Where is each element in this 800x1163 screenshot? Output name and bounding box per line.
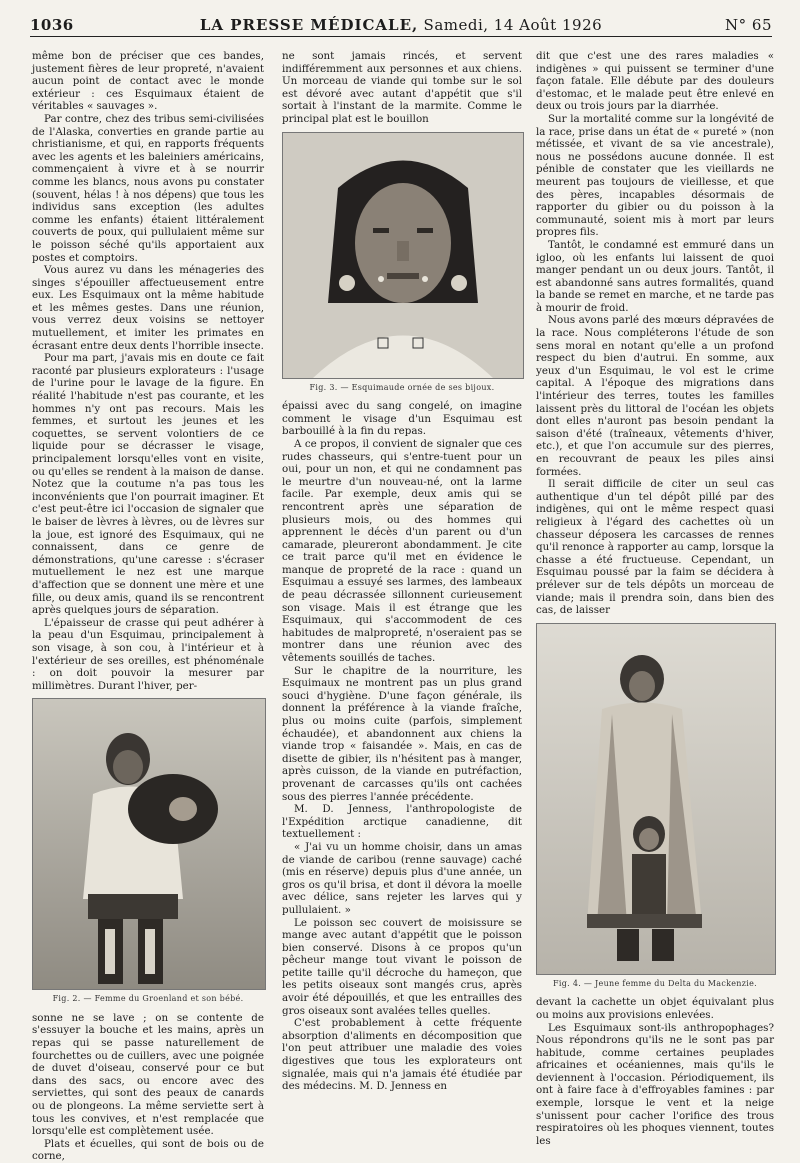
paragraph: sonne ne se lave ; on se contente de s'essuyer la bouche et les mains, après un repas qui se passe naturellement de fourchettes ou de cuillers, avec une poignée de duvet d'oiseau, conservé pour ce but dans des sacs, ou encore avec des serviettes, qui sont des peaux de canards ou de plongeons. La même serviette sert à tous les convives, et n'est remplacée que lorsqu'elle est complètement usée.	[32, 1011, 264, 1138]
figure-3	[282, 132, 522, 395]
paragraph: Nous avons parlé des mœurs dépravées de la race. Nous compléterons l'étude de son sens moral en notant qu'elle a un profond respect du bien d'autrui. En somme, aux yeux d'un Esquimau, le vol est le crime capital. A l'époque des migrations dans l'intérieur des terres, toutes les familles laissent près du littoral de l'océan les objets dont elles n'auront pas besoin pendant la saison d'été (traîneaux, vêtements d'hiver, etc.), et que l'on accumule sur des pierres, en recouvrant de peaux les piles ainsi formées.	[536, 314, 774, 478]
page-header	[30, 14, 772, 37]
paragraph: devant la cachette un objet équivalant plus ou moins aux provisions enlevées.	[536, 996, 774, 1021]
column-2	[282, 50, 522, 1093]
figure-2-caption: Fig. 2. — Femme du Groenland et son bébé.	[52, 994, 244, 1004]
journal-title	[30, 16, 772, 34]
column-3	[536, 50, 774, 1147]
figure-3-caption: Fig. 3. — Esquimaude ornée de ses bijoux.	[309, 382, 495, 392]
paragraph: Plats et écuelles, qui sont de bois ou de corne,	[32, 1137, 264, 1163]
figure-2	[32, 698, 264, 1006]
paragraph: Sur la mortalité comme sur la longévité de la race, prise dans un état de « pureté » (non métissée, et vivant de sa vie ancestrale), nous ne possédons aucune donnée. Il est pénible de constater que les vieillards ne meurent pas toujours de vieillesse, et que des pères, incapables désormais de rapporter du gibier ou du poisson à la communauté, soient mis à mort par leurs propres fils.	[536, 112, 774, 239]
figure-4-caption: Fig. 4. — Jeune femme du Delta du Mackenzie.	[553, 978, 757, 988]
paragraph: C'est probablement à cette fréquente absorption d'aliments en décomposition que l'on peut attribuer une maladie des voies digestives que tous les explorateurs ont signalée, mais qui n'a jamais été étudiée par des médecins. M. D. Jenness en	[282, 1017, 522, 1093]
paragraph: Par contre, chez des tribus semi-civilisées de l'Alaska, converties en grande partie au christianisme, et qui, en rapports fréquents avec les agents et les baleiniers américains, commençaient à vivre et à se nourrir comme les blancs, nous avons pu constater (souvent, hélas ! à nos dépens) que tous les individus sans exception (les adultes comme les enfants) étaient littéralement couverts de poux, qui pullulaient même sur le poisson séché qu'ils apportaient aux postes et comptoirs.	[32, 112, 264, 264]
paragraph: A ce propos, il convient de signaler que ces rudes chasseurs, qui s'entre-tuent pour un oui, pour un non, et qui ne condamnent pas le meurtre d'un nouveau-né, ont la larme facile. Par exemple, deux amis qui se rencontrent après une séparation de plusieurs mois, ou des hommes qui apprennent le décès d'un parent ou d'un camarade, pleureront abondamment. Je cite ce trait parce qu'il met en évidence le manque de propreté de la race : quand un Esquimau a essuyé ses larmes, des lambeaux de peau décrassée sillonnent curieusement son visage. Mais il est étrange que les Esquimaux, qui s'accommodent de ces habitudes de malpropreté, n'oseraient pas se montrer dans une réunion avec des vêtements souillés de taches.	[282, 437, 522, 665]
column-1	[32, 50, 264, 1163]
journal-name: LA PRESSE MÉDICALE,	[199, 16, 419, 34]
paragraph: Sur le chapitre de la nourriture, les Esquimaux ne montrent pas un plus grand souci d'hygiène. D'une façon générale, ils donnent la préférence à la viande fraîche, plus ou moins cuite (parfois, simplement échaudée), et abandonnent aux chiens la viande trop « faisandée ». Mais, en cas de disette de gibier, ils n'hésitent pas à manger, après cuisson, de la viande en putréfaction, provenant de carcasses qu'ils ont cachées sous des pierres l'année précédente.	[282, 664, 522, 803]
paragraph: Le poisson sec couvert de moisissure se mange avec autant d'appétit que le poisson bien conservé. Disons à ce propos qu'un pêcheur mange tout vivant le poisson de petite taille qu'il décroche du hameçon, que les petits oiseaux sont mangés crus, après avoir été dépouillés, et que les entrailles des gros oiseaux sont avalées telles quelles.	[282, 916, 522, 1017]
paragraph: Il serait difficile de citer un seul cas authentique d'un tel dépôt pillé par des indigènes, qui ont le même respect quasi religieux à l'égard des cachettes où un chasseur déposera les carcasses de rennes qu'il renonce à rapporter au camp, lorsque la chasse a été fructueuse. Cependant, un Esquimau poussé par la faim se décidera à prélever sur de tels dépôts un morceau de viande; mais il prendra soin, dans bien des cas, de laisser	[536, 478, 774, 617]
paragraph: ne sont jamais rincés, et servent indifféremment aux personnes et aux chiens. Un morceau de viande qui tombe sur le sol est dévoré avec autant d'appétit que s'il sortait à l'instant de la marmite. Comme le principal plat est le bouillon	[282, 50, 522, 125]
figure-4	[536, 623, 774, 991]
paragraph: épaissi avec du sang congelé, on imagine comment le visage d'un Esquimau est barbouillé à la fin du repas.	[282, 400, 522, 438]
page-number: 1036	[30, 16, 74, 34]
paragraph: dit que c'est une des rares maladies « indigènes » qui puissent se terminer d'une façon fatale. Elle débute par des douleurs d'estomac, et le malade peut être enlevé en deux ou trois jours par la diarrhée.	[536, 50, 774, 113]
paragraph: M. D. Jenness, l'anthropologiste de l'Expédition arctique canadienne, dit textuellement :	[282, 803, 522, 841]
quotation: « J'ai vu un homme choisir, dans un amas de viande de caribou (renne sauvage) caché (mis en réserve) depuis plus d'une année, un gros os qu'il brisa, et dont il dévora la moelle avec délice, sans rejeter les larves qui y pullulaient. »	[282, 840, 522, 916]
issue-number: N° 65	[725, 16, 772, 34]
paragraph: Vous aurez vu dans les ménageries des singes s'épouiller affectueusement entre eux. Les Esquimaux ont la même habitude et les mêmes gestes. Dans une réunion, vous verrez deux voisins se nettoyer mutuellement, et imiter les primates en écrasant entre deux dents l'horrible insecte.	[32, 264, 264, 352]
paragraph: même bon de préciser que ces bandes, justement fières de leur propreté, n'avaient aucun point de contact avec le monde extérieur : ces Esquimaux étaient de véritables « sauvages ».	[32, 50, 264, 113]
paragraph: L'épaisseur de crasse qui peut adhérer à la peau d'un Esquimau, principalement à son visage, à son cou, à l'intérieur et à l'extérieur de ses oreilles, est phénoménale : on doit pouvoir la mesurer par millimètres. Durant l'hiver, per-	[32, 616, 264, 692]
figure-2-photo	[32, 698, 266, 990]
figure-4-photo	[536, 623, 776, 975]
paragraph: Pour ma part, j'avais mis en doute ce fait raconté par plusieurs explorateurs : l'usage de l'urine pour le lavage de la figure. En réalité l'habitude n'est pas courante, et les hommes n'y ont pas recours. Mais les femmes, et surtout les jeunes et les coquettes, se servent volontiers de ce liquide pour se décrasser le visage, principalement lorsqu'elles vont en visite, ou qu'elles se rendent à la maison de danse. Notez que la coutume n'a pas tous les inconvénients que l'on pourrait imaginer. Et c'est peut-être ici l'occasion de signaler que le baiser de lèvres à lèvres, ou de lèvres sur la joue, est ignoré des Esquimaux, qui ne connaissent, dans ce genre de démonstrations, qu'une caresse : s'écraser mutuellement le nez est une marque d'affection que se donnent une mère et une fille, ou deux amis, quand ils se rencontrent après quelques jours de séparation.	[32, 352, 264, 617]
paragraph: Tantôt, le condamné est emmuré dans un igloo, où les enfants lui laissent de quoi manger pendant un ou deux jours. Tantôt, il est abandonné sans autres formalités, quand la bande se remet en marche, et ne tarde pas à mourir de froid.	[536, 238, 774, 314]
figure-3-photo	[282, 132, 524, 379]
issue-date: Samedi, 14 Août 1926	[423, 16, 603, 34]
paragraph: Les Esquimaux sont-ils anthropophages? Nous répondrons qu'ils ne le sont pas par habitude, comme certaines peuplades africaines et océaniennes, mais qu'ils le deviennent à l'occasion. Périodiquement, ils ont à faire face à d'effroyables famines : par exemple, lorsque le vent et la neige s'unissent pour cacher l'orifice des trous respiratoires où les phoques viennent, toutes les	[536, 1021, 774, 1147]
